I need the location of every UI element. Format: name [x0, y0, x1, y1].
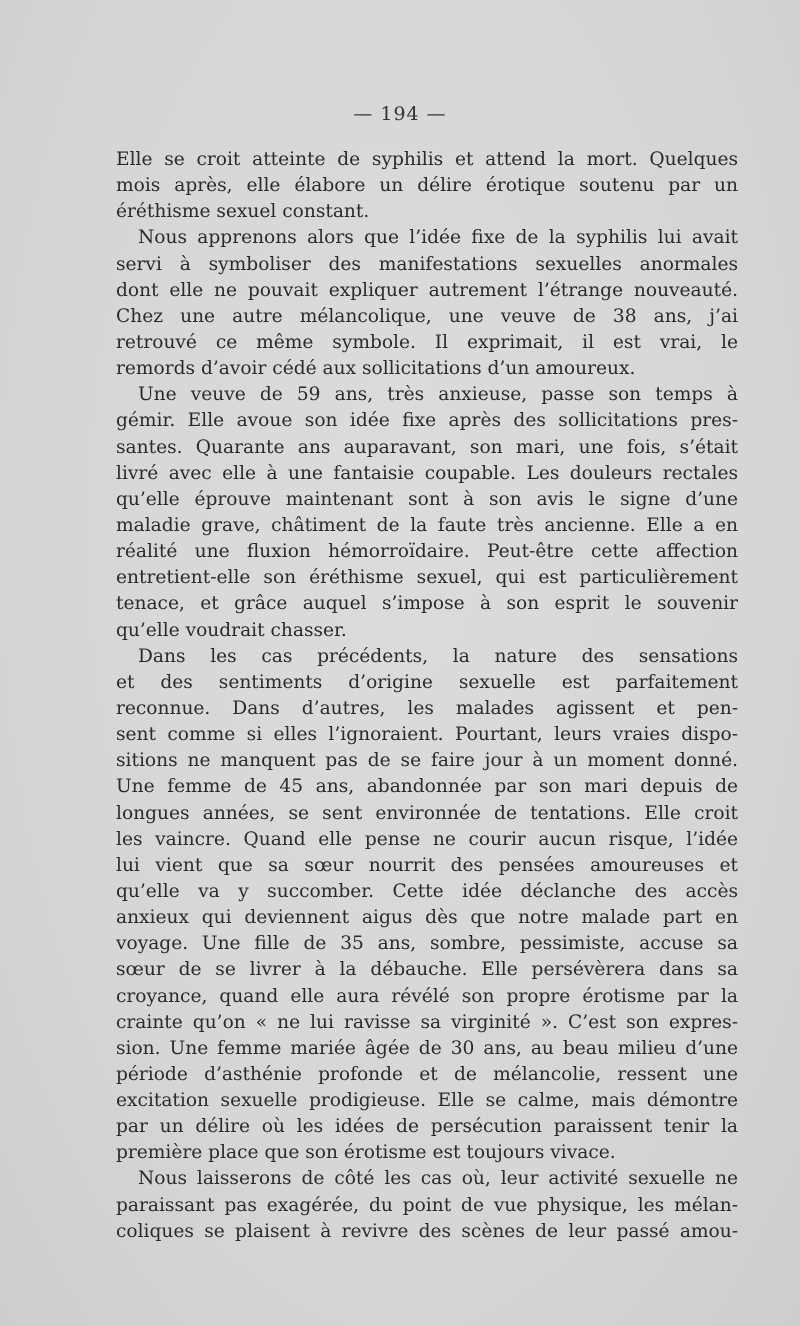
text-line: Nous laisserons de côté les cas où, leur activité sexuelle ne — [138, 1168, 738, 1190]
text-line: santes. Quarante ans auparavant, son mari, une fois, s’était — [116, 436, 738, 458]
text-line: éréthisme sexuel constant. — [116, 201, 370, 223]
text-line: réalité une fluxion hémorroïdaire. Peut-être cette affection — [116, 541, 738, 563]
text-line: entretient-elle son éréthisme sexuel, qui est particulièrement — [116, 567, 738, 589]
text-line: croyance, quand elle aura révélé son propre érotisme par la — [116, 985, 738, 1007]
text-line: retrouvé ce même symbole. Il exprimait, il est vrai, le — [116, 331, 738, 353]
text-line: longues années, se sent environnée de tentations. Elle croit — [116, 802, 738, 824]
text-line: dont elle ne pouvait expliquer autrement l’étrange nouveauté. — [116, 279, 738, 301]
text-line: paraissant pas exagérée, du point de vue physique, les mélan- — [116, 1194, 738, 1216]
text-line: voyage. Une fille de 35 ans, sombre, pessimiste, accuse sa — [116, 933, 738, 955]
page-number: — 194 — — [353, 103, 447, 125]
text-line: et des sentiments d’origine sexuelle est parfaitement — [116, 671, 738, 693]
text-line: par un délire où les idées de persécution paraissent tenir la — [116, 1116, 738, 1138]
text-line: crainte qu’on « ne lui ravisse sa virginité ». C’est son expres- — [116, 1011, 738, 1033]
text-line: Nous apprenons alors que l’idée fixe de la syphilis lui avait — [138, 227, 738, 249]
text-line: tenace, et grâce auquel s’impose à son esprit le souvenir — [116, 593, 738, 615]
text-line: sitions ne manquent pas de se faire jour à un moment donné. — [116, 750, 738, 772]
text-line: servi à symboliser des manifestations sexuelles anormales — [116, 253, 738, 275]
text-line: livré avec elle à une fantaisie coupable. Les douleurs rectales — [116, 462, 738, 484]
text-line: qu’elle voudrait chasser. — [116, 619, 347, 641]
text-line: lui vient que sa sœur nourrit des pensées amoureuses et — [116, 854, 738, 876]
text-line: gémir. Elle avoue son idée fixe après des sollicitations pres- — [116, 410, 738, 432]
text-line: qu’elle va y succomber. Cette idée déclanche des accès — [116, 880, 738, 902]
text-line: Une veuve de 59 ans, très anxieuse, passe son temps à — [138, 384, 738, 406]
text-line: maladie grave, châtiment de la faute très ancienne. Elle a en — [116, 514, 738, 536]
text-line: excitation sexuelle prodigieuse. Elle se calme, mais démontre — [116, 1090, 738, 1112]
text-line: période d’asthénie profonde et de mélancolie, ressent une — [116, 1063, 738, 1085]
text-line: sion. Une femme mariée âgée de 30 ans, au beau milieu d’une — [116, 1037, 738, 1059]
text-line: reconnue. Dans d’autres, les malades agissent et pen- — [116, 697, 738, 719]
text-line: coliques se plaisent à revivre des scènes de leur passé amou- — [116, 1220, 738, 1242]
body-text — [116, 147, 738, 1245]
text-line: anxieux qui deviennent aigus dès que notre malade part en — [116, 907, 738, 929]
text-line: qu’elle éprouve maintenant sont à son avis le signe d’une — [116, 488, 738, 510]
text-line: Dans les cas précédents, la nature des sensations — [138, 645, 738, 667]
text-line: les vaincre. Quand elle pense ne courir aucun risque, l’idée — [116, 828, 738, 850]
text-line: Elle se croit atteinte de syphilis et attend la mort. Quelques — [116, 149, 738, 170]
text-line: mois après, elle élabore un délire érotique soutenu par un — [116, 175, 738, 197]
text-line: sœur de se livrer à la débauche. Elle persévèrera dans sa — [116, 959, 738, 981]
text-line: sent comme si elles l’ignoraient. Pourtant, leurs vraies dispo- — [116, 724, 738, 746]
text-line: première place que son érotisme est toujours vivace. — [116, 1142, 616, 1164]
text-line: Une femme de 45 ans, abandonnée par son mari depuis de — [116, 776, 738, 798]
text-line: Chez une autre mélancolique, une veuve de 38 ans, j’ai — [116, 305, 738, 327]
text-line: remords d’avoir cédé aux sollicitations d’un amoureux. — [116, 358, 636, 380]
